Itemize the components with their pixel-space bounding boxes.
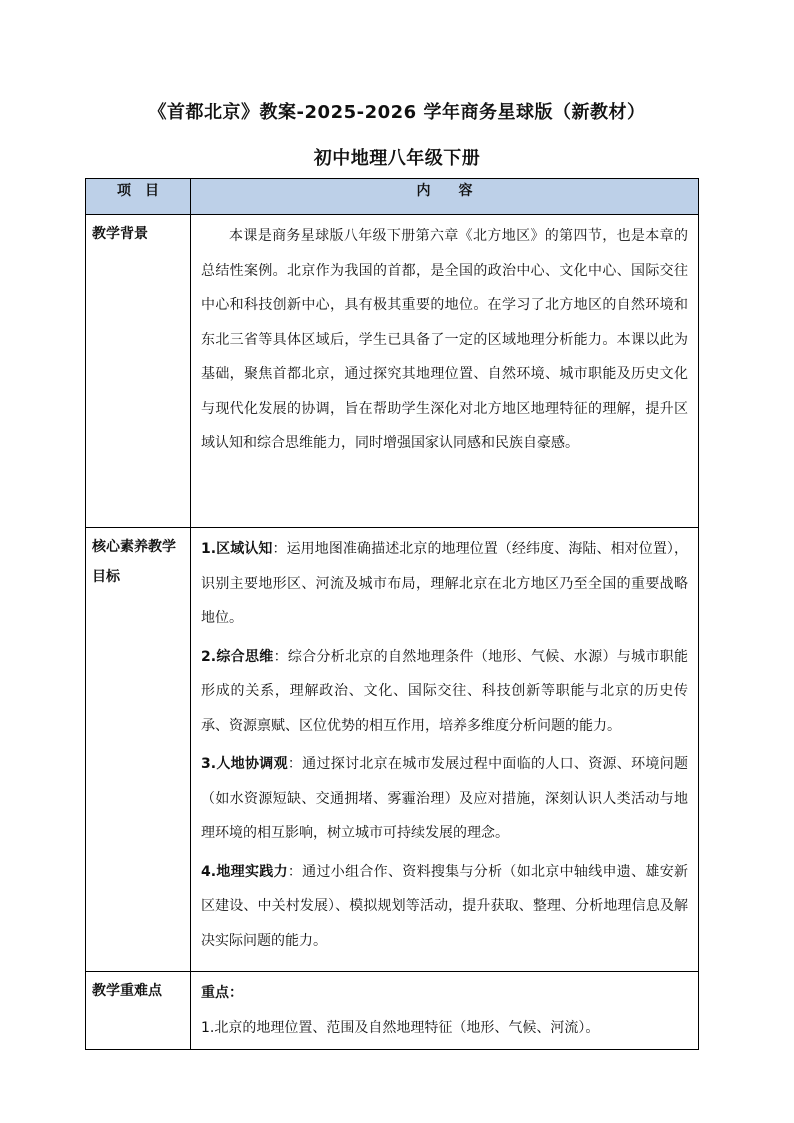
goal-number: 2. bbox=[201, 648, 217, 665]
goal-item bbox=[201, 747, 688, 851]
table-row-background bbox=[86, 215, 699, 528]
header-item: 项 目 bbox=[86, 179, 191, 215]
goal-item bbox=[201, 640, 688, 744]
key-points-heading: 重点： bbox=[201, 985, 243, 1001]
goal-item bbox=[201, 855, 688, 959]
goal-item bbox=[201, 532, 688, 636]
header-content: 内 容 bbox=[191, 179, 699, 215]
background-text: 本课是商务星球版八年级下册第六章《北方地区》的第四节，也是本章的总结性案例。北京作为我国的首都，是全国的政治中心、文化中心、国际交往中心和科技创新中心，具有极其重要的地位。在学习了北方地区的自然环境和东北三省等具体区域后，学生已具备了一定的区域地理分析能力。本课以此为基础，聚焦首都北京，通过探究其地理位置、自然环境、城市职能及历史文化与现代化发展的协调，旨在帮助学生深化对北方地区地理特征的理解，提升区域认知和综合思维能力，同时增强国家认同感和民族自豪感。 bbox=[201, 228, 688, 451]
row-content-background bbox=[191, 215, 699, 528]
goal-text: ：综合分析北京的自然地理条件（地形、气候、水源）与城市职能形成的关系，理解政治、文化、国际交往、科技创新等职能与北京的历史传承、资源禀赋、区位优势的相互作用，培养多维度分析问题的能力。 bbox=[201, 648, 689, 734]
document-subtitle: 初中地理八年级下册 bbox=[313, 148, 481, 169]
goal-number: 3. bbox=[201, 756, 217, 772]
row-content-key-points bbox=[191, 972, 699, 1050]
table-row-goals bbox=[86, 528, 699, 972]
row-label-goals: 核心素养教学目标 bbox=[86, 528, 191, 972]
document-title: 《首都北京》教案-2025-2026 学年商务星球版（新教材） bbox=[148, 102, 646, 123]
row-label-background: 教学背景 bbox=[86, 215, 191, 528]
lesson-plan-table bbox=[85, 178, 699, 1050]
row-content-goals bbox=[191, 528, 699, 972]
key-point-item: 1.北京的地理位置、范围及自然地理特征（地形、气候、河流）。 bbox=[201, 1019, 600, 1036]
goal-text: ：运用地图准确描述北京的地理位置（经纬度、海陆、相对位置），识别主要地形区、河流及城市布局，理解北京在北方地区乃至全国的重要战略地位。 bbox=[201, 541, 689, 626]
goal-text: ：通过小组合作、资料搜集与分析（如北京中轴线申遗、雄安新区建设、中关村发展）、模拟规划等活动，提升获取、整理、分析地理信息及解决实际问题的能力。 bbox=[201, 863, 689, 949]
goal-name: 地理实践力 bbox=[216, 863, 288, 880]
goal-number: 1. bbox=[201, 541, 217, 557]
table-row-key-points bbox=[86, 972, 699, 1050]
goal-text: ：通过探讨北京在城市发展过程中面临的人口、资源、环境问题（如水资源短缺、交通拥堵、雾霾治理）及应对措施，深刻认识人类活动与地理环境的相互影响，树立城市可持续发展的理念。 bbox=[201, 756, 689, 841]
goal-number: 4. bbox=[201, 863, 217, 880]
goal-name: 综合思维 bbox=[216, 648, 274, 665]
row-label-key-points: 教学重难点 bbox=[86, 972, 191, 1050]
goal-name: 区域认知 bbox=[216, 541, 273, 557]
table-header-row bbox=[86, 179, 699, 215]
goal-name: 人地协调观 bbox=[216, 756, 288, 772]
